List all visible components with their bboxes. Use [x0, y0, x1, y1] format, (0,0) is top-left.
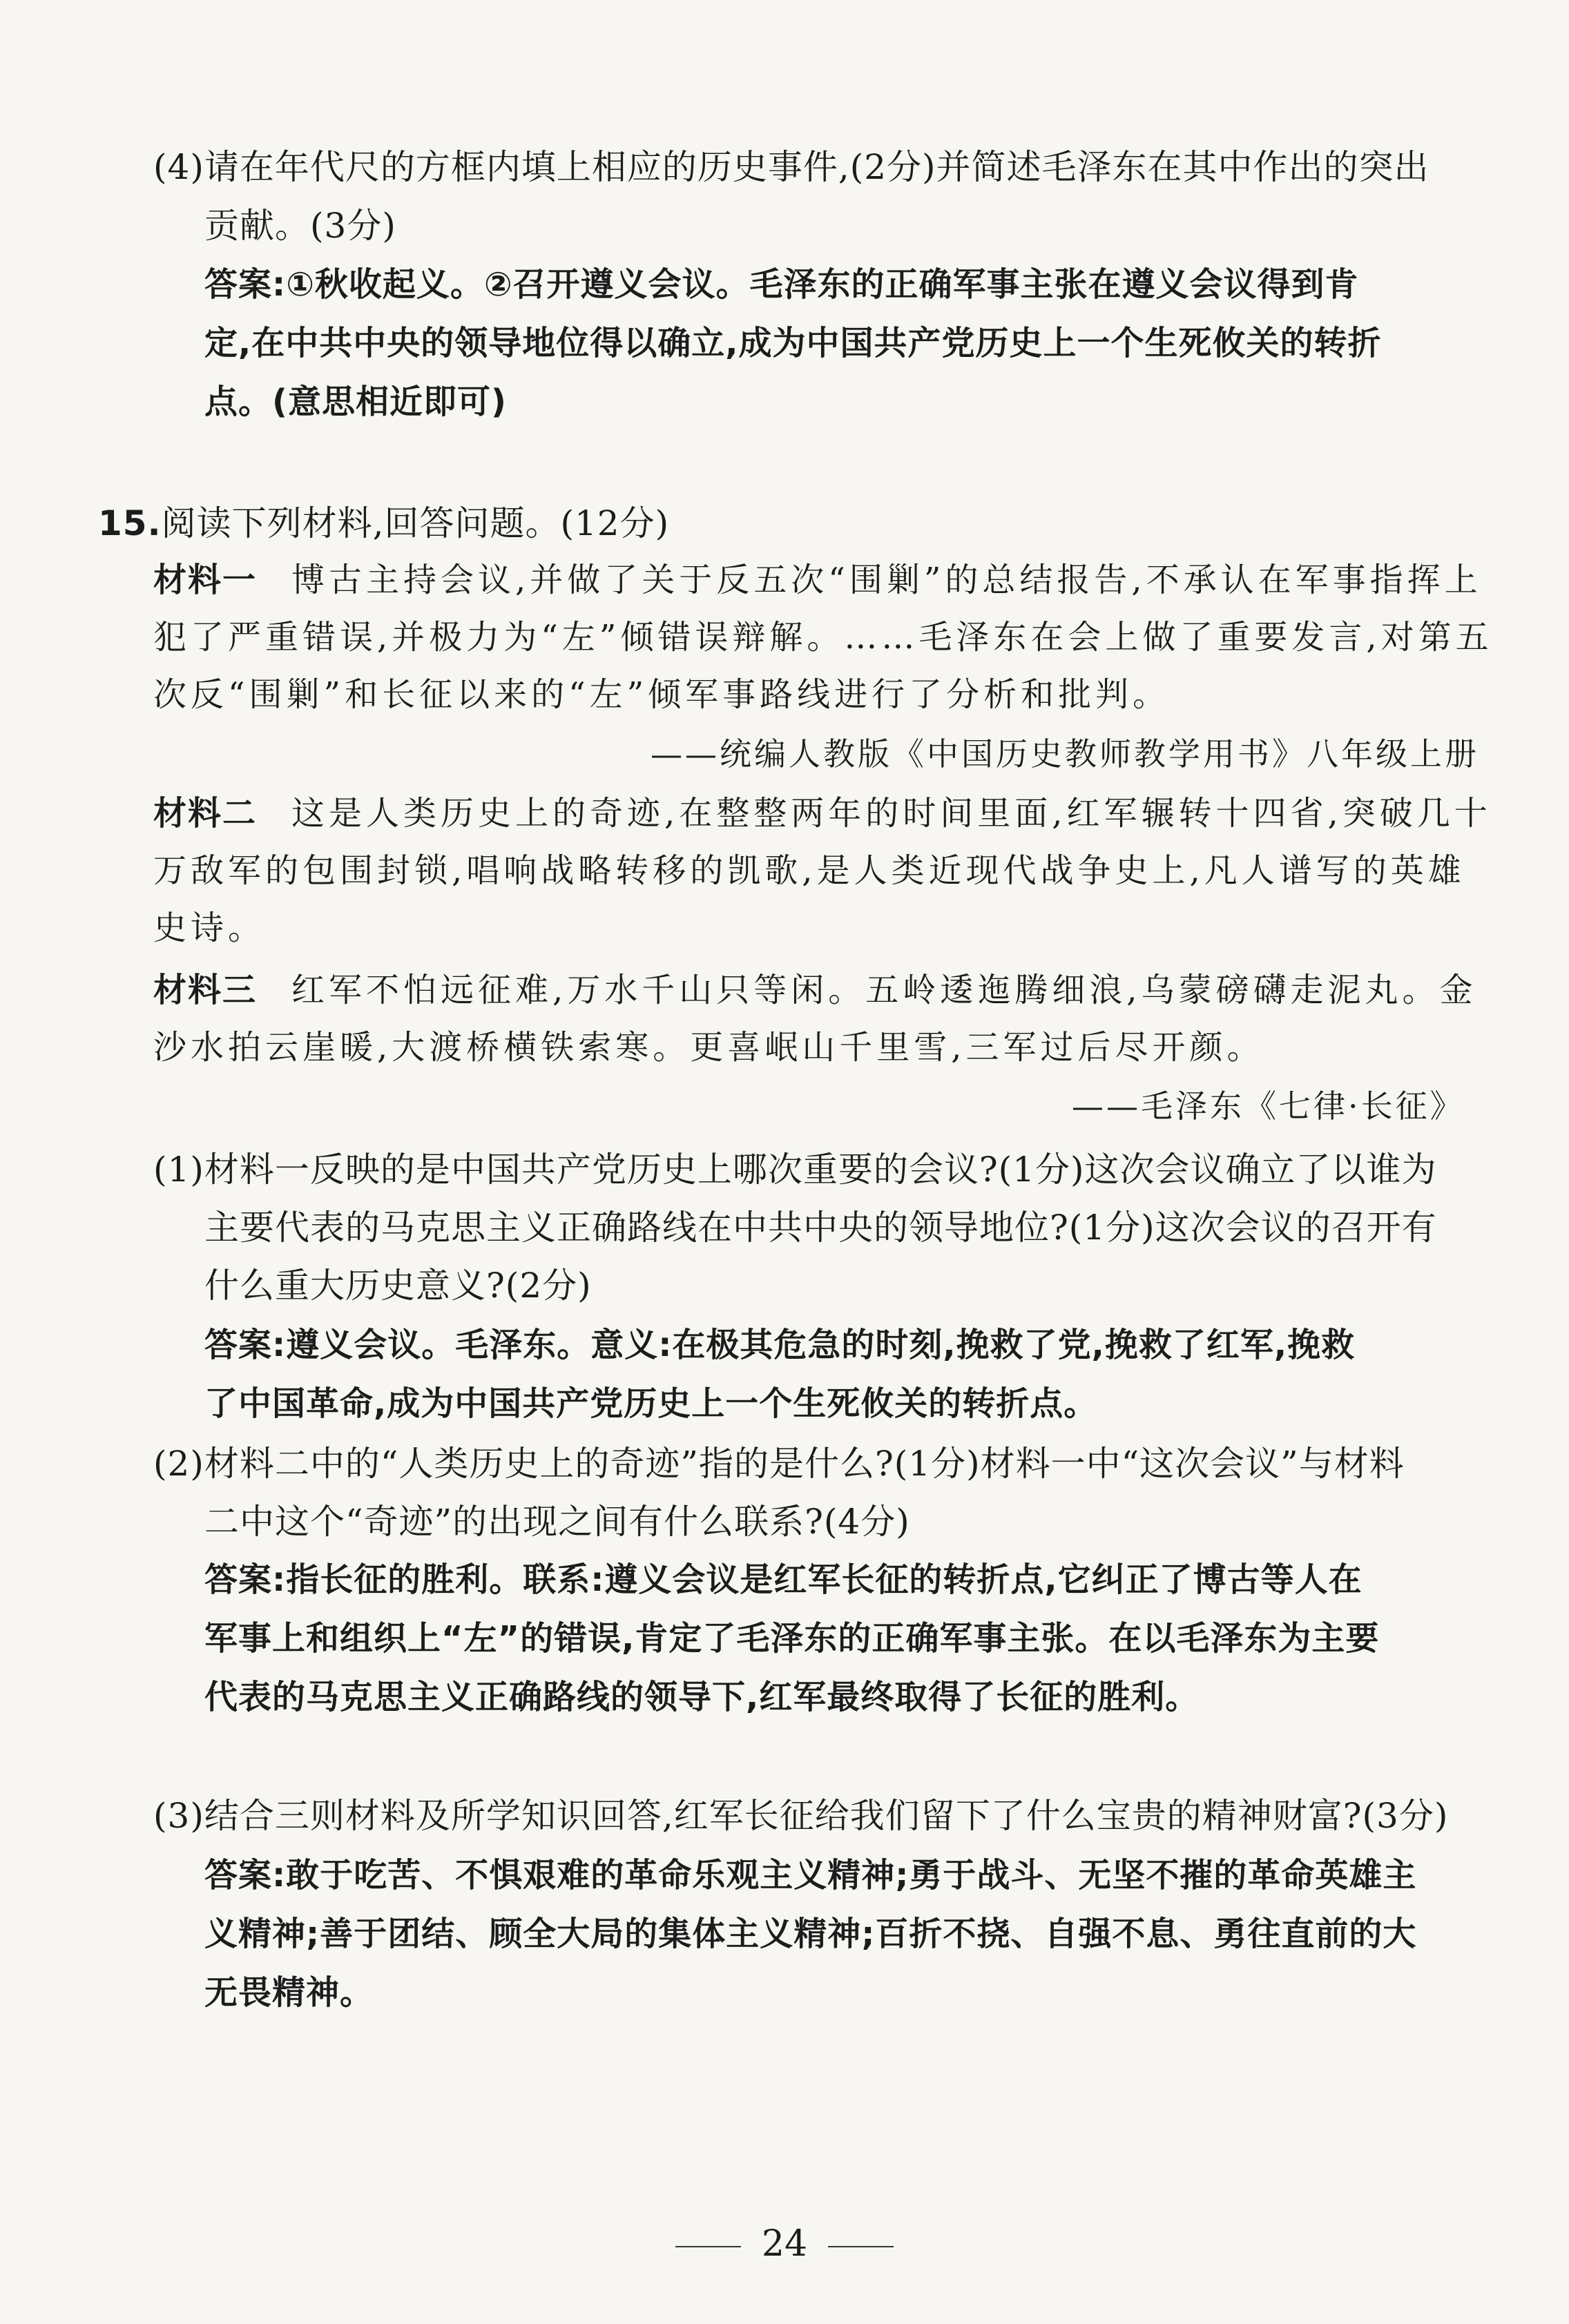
material1-text-1: 博古主持会议,并做了关于反五次“围剿”的总结报告,不承认在军事指挥上 — [291, 561, 1482, 599]
material3-line-1 — [153, 969, 1477, 1011]
q15-1-answer-line-1: 答案:遵义会议。毛泽东。意义:在极其危急的时刻,挽救了党,挽救了红军,挽救 — [204, 1326, 1356, 1364]
material1-source: ——统编人教版《中国历史教师教学用书》八年级上册 — [651, 735, 1479, 773]
page-number: 24 — [761, 2223, 808, 2265]
footer-left-rule — [675, 2246, 741, 2247]
page-footer — [0, 2223, 1569, 2265]
material3-line-2: 沙水拍云崖暖,大渡桥横铁索寒。更喜岷山千里雪,三军过后尽开颜。 — [153, 1028, 1264, 1067]
q15-2-answer-line-1: 答案:指长征的胜利。联系:遵义会议是红军长征的转折点,它纠正了博古等人在 — [204, 1560, 1363, 1599]
q15-2-question-line-2: 二中这个“奇迹”的出现之间有什么联系?(4分) — [204, 1502, 910, 1542]
material1-line-1 — [153, 559, 1482, 601]
q14-4-answer-line-3: 点。(意思相近即可) — [204, 383, 507, 421]
q14-4-answer-line-2: 定,在中共中央的领导地位得以确立,成为中国共产党历史上一个生死攸关的转折 — [204, 324, 1382, 362]
q15-2-question-line-1: (2)材料二中的“人类历史上的奇迹”指的是什么?(1分)材料一中“这次会议”与材料 — [153, 1444, 1405, 1484]
q15-1-question-line-3: 什么重大历史意义?(2分) — [204, 1266, 592, 1306]
material2-label: 材料二 — [153, 794, 258, 833]
q15-title: 阅读下列材料,回答问题。(12分) — [161, 503, 670, 543]
q15-3-answer-line-3: 无畏精神。 — [204, 1973, 374, 2012]
q15-3-question-line-1: (3)结合三则材料及所学知识回答,红军长征给我们留下了什么宝贵的精神财富?(3分) — [153, 1796, 1449, 1836]
q15-heading — [98, 503, 669, 544]
q15-3-answer-line-2: 义精神;善于团结、顾全大局的集体主义精神;百折不挠、自强不息、勇往直前的大 — [204, 1915, 1417, 1953]
q15-1-answer-line-2: 了中国革命,成为中国共产党历史上一个生死攸关的转折点。 — [204, 1384, 1098, 1423]
material1-line-2: 犯了严重错误,并极力为“左”倾错误辩解。……毛泽东在会上做了重要发言,对第五 — [153, 618, 1493, 657]
q14-4-question-line-2: 贡献。(3分) — [204, 206, 396, 246]
q15-1-question-line-2: 主要代表的马克思主义正确路线在中共中央的领导地位?(1分)这次会议的召开有 — [204, 1208, 1437, 1248]
material2-line-3: 史诗。 — [153, 909, 266, 947]
q14-4-answer-line-1: 答案:①秋收起义。②召开遵义会议。毛泽东的正确军事主张在遵义会议得到肯 — [204, 265, 1359, 304]
q15-2-answer-line-3: 代表的马克思主义正确路线的领导下,红军最终取得了长征的胜利。 — [204, 1678, 1200, 1716]
material3-text-1: 红军不怕远征难,万水千山只等闲。五岭逶迤腾细浪,乌蒙磅礴走泥丸。金 — [291, 971, 1477, 1009]
material3-label: 材料三 — [153, 971, 258, 1009]
material1-label: 材料一 — [153, 561, 258, 599]
material3-source: ——毛泽东《七律·长征》 — [1072, 1087, 1465, 1125]
material1-line-3: 次反“围剿”和长征以来的“左”倾军事路线进行了分析和批判。 — [153, 675, 1171, 714]
q15-2-answer-line-2: 军事上和组织上“左”的错误,肯定了毛泽东的正确军事主张。在以毛泽东为主要 — [204, 1619, 1380, 1658]
q15-number: 15. — [98, 503, 162, 543]
footer-right-rule — [828, 2246, 894, 2247]
material2-line-1 — [153, 793, 1492, 834]
material2-line-2: 万敌军的包围封锁,唱响战略转移的凯歌,是人类近现代战争史上,凡人谱写的英雄 — [153, 851, 1465, 890]
q15-3-answer-line-1: 答案:敢于吃苦、不惧艰难的革命乐观主义精神;勇于战斗、无坚不摧的革命英雄主 — [204, 1856, 1417, 1895]
q15-1-question-line-1: (1)材料一反映的是中国共产党历史上哪次重要的会议?(1分)这次会议确立了以谁为 — [153, 1150, 1437, 1190]
material2-text-1: 这是人类历史上的奇迹,在整整两年的时间里面,红军辗转十四省,突破几十 — [291, 794, 1492, 833]
q14-4-question-line-1: (4)请在年代尺的方框内填上相应的历史事件,(2分)并简述毛泽东在其中作出的突出 — [153, 147, 1430, 187]
